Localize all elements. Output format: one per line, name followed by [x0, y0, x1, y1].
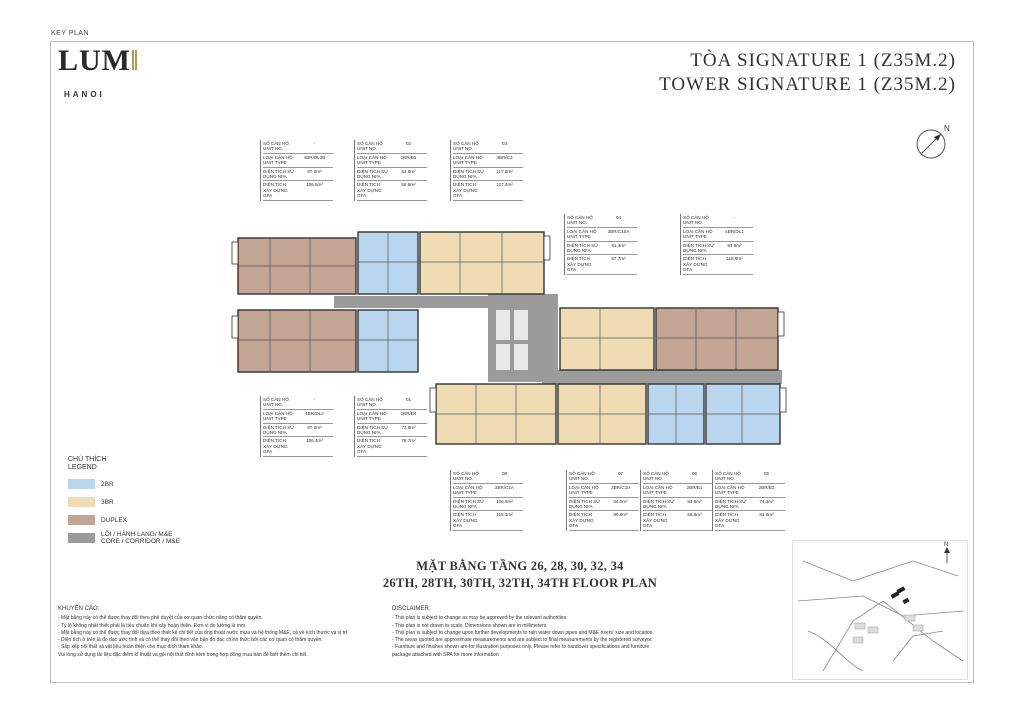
unit-gfa: 81.0m²	[759, 512, 774, 518]
unit-type: 3BR/C10	[611, 484, 630, 490]
unit-card: SỐ CĂN HỘ UNIT NO. - LOẠI CĂN HỘ UNIT TYPE 4BR/DL2 DIỆN TÍCH SỬ DỤNG NFA 87.0m² DIỆN TÍCH XÂY DỰNG GFA 106.4m²	[260, 396, 333, 457]
lift-shaft-1	[496, 310, 510, 340]
unit-type: 4BR/DL2B	[303, 154, 326, 160]
unit-gfa: 118.9m²	[726, 256, 743, 262]
lift-shaft-3	[496, 344, 510, 370]
unit-type: 3BR/C3	[496, 154, 513, 160]
unit-gfa: 106.4m²	[306, 438, 323, 444]
unit-card: SỐ CĂN HỘ UNIT NO. 02 LOẠI CĂN HỘ UNIT TYPE 2BR/B1 DIỆN TÍCH SỬ DỤNG NFA 53.8m² DIỆN TÍCH XÂY DỰNG GFA 58.8m²	[354, 140, 427, 201]
unit-type: 4BR/DL2	[305, 410, 324, 416]
unit-no: 05	[763, 471, 770, 476]
unit-no: 03	[501, 141, 508, 146]
legend-swatch	[68, 533, 95, 543]
legend-swatch	[68, 479, 95, 489]
legend-title-vn: CHÚ THÍCH	[68, 456, 107, 463]
legend-item-3br: 3BR	[68, 496, 218, 508]
unit-card: SỐ CĂN HỘ UNIT NO. 03 LOẠI CĂN HỘ UNIT TYPE 3BR/C3 DIỆN TÍCH SỬ DỤNG NFA 117.8m² DIỆN TÍCH XÂY DỰNG GFA 127.4m²	[450, 140, 523, 201]
unit-04-shape	[560, 308, 654, 370]
disclaimer-vn: KHUYẾN CÁO: - Mặt bằng này có thể được thay đổi theo phê duyệt của cơ quan chức năng có thẩm quyền. - Tỷ lệ không nhất thiết phải là tiêu chuẩn khi xây hoàn thiện. Đơn vị đo lường là mm. - Mặt bằng này có thể được thay đổi dựa theo thiết kế chi tiết của ống thoát nước mưa và hệ thống M&E, cả về kích thước và vị trí. - Diện tích ở trên là đo đạc ước tính và có thể thay đổi theo văn bản đo đạc chính thức bởi các cơ quan có thẩm quyền. - Sắp xếp nội thất và vật liệu hoàn thiện cho mục đích tham khảo. Vui lòng sử dụng tài liệu đặc điểm kĩ thuật và gói nội thất đính kèm trong hợp đồng mua bán để biết thêm chi tiết.	[58, 606, 349, 658]
unit-gfa: 127.4m²	[496, 182, 513, 188]
floor-plan-title-en: 26TH, 28TH, 30TH, 32TH, 34TH FLOOR PLAN	[382, 576, 658, 590]
unit-type: 4BR/DL1	[725, 228, 744, 234]
tower-title-en: TOWER SIGNATURE 1 (Z35M.2)	[659, 74, 956, 95]
tower-title-vn: TÒA SIGNATURE 1 (Z35M.2)	[690, 50, 956, 71]
compass-letter: N	[944, 124, 950, 133]
unit-gfa: 58.8m²	[401, 182, 416, 188]
unit-card: SỐ CĂN HỘ UNIT NO. - LOẠI CĂN HỘ UNIT TYPE 4BR/DL1 DIỆN TÍCH SỬ DỤNG NFA 93.9m² DIỆN TÍCH XÂY DỰNG GFA 118.9m²	[680, 214, 753, 275]
unit-nfa: 53.8m²	[401, 168, 416, 174]
unit-nfa: 81.3m²	[611, 242, 626, 248]
unit-gfa: 58.8m²	[687, 512, 702, 518]
unit-03-shape	[420, 232, 544, 294]
unit-no: -	[313, 397, 316, 402]
unit-type: 2BR/B4	[400, 410, 417, 416]
unit-type: 3BR/C10A	[607, 228, 630, 234]
unit-nfa: 117.8m²	[496, 168, 513, 174]
unit-gfa: 90.6m²	[613, 512, 628, 518]
svg-text:N: N	[944, 542, 949, 548]
site-key-map	[792, 540, 968, 680]
legend-swatch	[68, 515, 95, 525]
unit-gfa: 79.7m²	[401, 438, 416, 444]
legend-item-core: LÕI / HÀNH LANG/ M&E CORE / CORRIDOR / M&E	[68, 532, 218, 544]
unit-nfa: 74.3m²	[759, 498, 774, 504]
unit-card: SỐ CĂN HỘ UNIT NO. - LOẠI CĂN HỘ UNIT TYPE 4BR/DL2B DIỆN TÍCH SỬ DỤNG NFA 87.0m² DIỆN TÍCH XÂY DỰNG GFA 106.5m²	[260, 140, 333, 201]
unit-nfa: 73.9m²	[401, 424, 416, 430]
unit-card: SỐ CĂN HỘ UNIT NO. 06 LOẠI CĂN HỘ UNIT TYPE 2BR/B1 DIỆN TÍCH SỬ DỤNG NFA 53.8m² DIỆN TÍCH XÂY DỰNG GFA 58.8m²	[640, 470, 713, 531]
unit-gfa: 106.5m²	[306, 182, 323, 188]
unit-nfa: 106.6m²	[496, 498, 513, 504]
brand-logo: LUM	[58, 44, 131, 77]
key-plan-label: KEY PLAN	[51, 30, 90, 37]
unit-card: SỐ CĂN HỘ UNIT NO. 01 LOẠI CĂN HỘ UNIT TYPE 2BR/B4 DIỆN TÍCH SỬ DỤNG NFA 73.9m² DIỆN TÍCH XÂY DỰNG GFA 79.7m²	[354, 396, 427, 457]
unit-card: SỐ CĂN HỘ UNIT NO. 08 LOẠI CĂN HỘ UNIT TYPE 3BR/C1A DIỆN TÍCH SỬ DỤNG NFA 106.6m² DIỆN TÍCH XÂY DỰNG GFA 115.1m²	[450, 470, 523, 531]
unit-card: SỐ CĂN HỘ UNIT NO. 04 LOẠI CĂN HỘ UNIT TYPE 3BR/C10A DIỆN TÍCH SỬ DỤNG NFA 81.3m² DIỆN TÍCH XÂY DỰNG GFA 87.7m²	[564, 214, 637, 275]
unit-card: SỐ CĂN HỘ UNIT NO. 07 LOẠI CĂN HỘ UNIT TYPE 3BR/C10 DIỆN TÍCH SỬ DỤNG NFA 84.0m² DIỆN TÍCH XÂY DỰNG GFA 90.6m²	[566, 470, 639, 531]
corridor-lower	[542, 370, 782, 384]
unit-nfa: 87.0m²	[307, 168, 322, 174]
legend-title-en: LEGEND	[68, 464, 97, 471]
legend-swatch	[68, 497, 95, 507]
unit-gfa: 87.7m²	[611, 256, 626, 262]
unit-nfa: 84.0m²	[613, 498, 628, 504]
minimap-north-icon	[944, 542, 950, 563]
legend-item-duplex: DUPLEX	[68, 514, 218, 526]
logo-accent-icon	[132, 50, 138, 70]
unit-no: -	[733, 215, 736, 220]
unit-no: 08	[501, 471, 508, 476]
north-compass-icon	[914, 120, 956, 162]
building-location-marker	[891, 586, 910, 604]
unit-no: 02	[405, 141, 412, 146]
unit-nfa: 87.0m²	[307, 424, 322, 430]
unit-no: 07	[617, 471, 624, 476]
legend-item-2br: 2BR	[68, 478, 218, 490]
unit-no: 04	[615, 215, 622, 220]
unit-dl1-shape	[656, 308, 778, 370]
lift-shaft-4	[514, 344, 528, 370]
floor-plan-title-vn: MẶT BẰNG TẦNG 26, 28, 30, 32, 34	[416, 559, 624, 573]
unit-no: -	[313, 141, 316, 146]
duplex-unit-lower	[238, 310, 356, 372]
unit-nfa: 93.9m²	[727, 242, 742, 248]
legend	[68, 456, 218, 544]
disclaimer-en: DISCLAIMER: - This plan is subject to change as may be approved by the relevant authorities. - This plan is not drawn to scale. Dimensions shown are in millimeters. - This plan is subject to change upon further developments to rain water down pipes and M&E risers' size and location - The areas quoted are approximate measurements and are subject to final measurements by the registered surveyor. - Furniture and finishes shown are for illustration purposes only. Please refer to handover specifications and furniture package attached with SPA for more information	[392, 606, 653, 658]
lift-shaft-2	[514, 310, 528, 340]
brand-logo-subtitle: HANOI	[64, 90, 105, 99]
unit-type: 2BR/B1	[400, 154, 417, 160]
unit-no: 06	[691, 471, 698, 476]
unit-gfa: 115.1m²	[496, 512, 513, 518]
unit-no: 01	[405, 397, 412, 402]
unit-nfa: 53.8m²	[687, 498, 702, 504]
unit-card: SỐ CĂN HỘ UNIT NO. 05 LOẠI CĂN HỘ UNIT TYPE 2BR/B3 DIỆN TÍCH SỬ DỤNG NFA 74.3m² DIỆN TÍCH XÂY DỰNG GFA 81.0m²	[712, 470, 785, 531]
unit-type: 2BR/B3	[758, 484, 775, 490]
unit-type: 3BR/C1A	[494, 484, 515, 490]
unit-type: 2BR/B1	[686, 484, 703, 490]
